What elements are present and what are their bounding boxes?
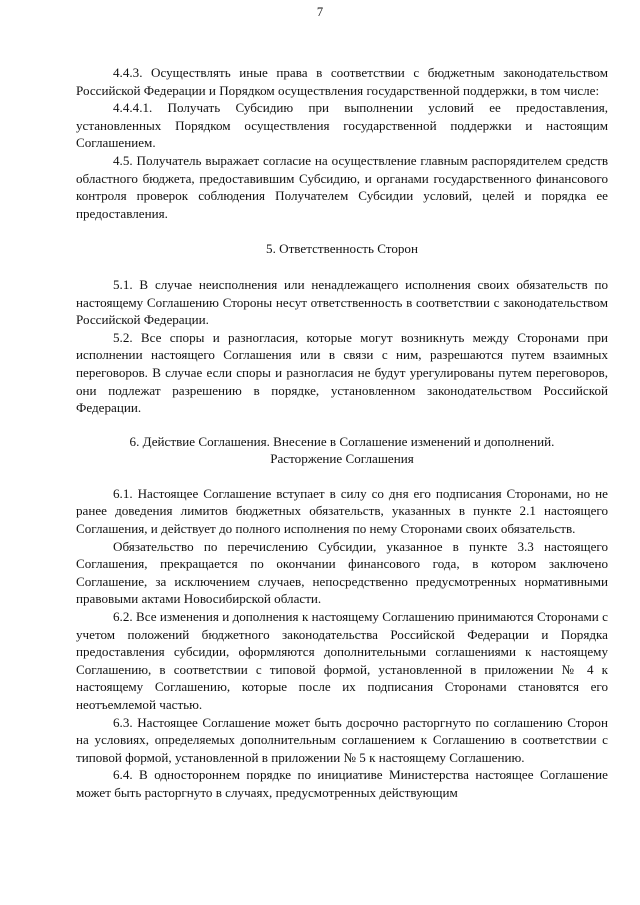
paragraph-6-2: 6.2. Все изменения и дополнения к настоящему Соглашению принимаются Сторонами с учетом положений бюджетного законодательства Российской Федерации и Порядка предоставления субсидии, оформляются дополнительными соглашениями к настоящему Соглашению, в соответствии с типовой формой, установленной в приложении № 4 к настоящему Соглашению, которые после их подписания Сторонами становятся его неотъемлемой частью. [76, 609, 608, 712]
section-6-heading [76, 433, 608, 468]
paragraph-6-1: 6.1. Настоящее Соглашение вступает в силу со дня его подписания Сторонами, но не ранее доведения лимитов бюджетных обязательств, указанных в пункте 2.1 настоящего Соглашения, и действует до полного исполнения по нему Сторонами своих обязательств. [76, 485, 608, 537]
section-6-heading-line-2: Расторжение Соглашения [270, 451, 414, 467]
paragraph-6-3: 6.3. Настоящее Соглашение может быть досрочно расторгнуто по соглашению Сторон на условиях, определяемых дополнительным соглашением к Соглашению в соответствии с типовой формой, установленной в приложении № 5 к настоящему Соглашению. [76, 714, 608, 765]
section-5-heading: 5. Ответственность Сторон [266, 241, 418, 257]
paragraph-6-4: 6.4. В одностороннем порядке по инициативе Министерства настоящее Соглашение может быть расторгнуто в случаях, предусмотренных действующим [76, 767, 608, 800]
section-6-heading-line-1: 6. Действие Соглашения. Внесение в Соглашение изменений и дополнений. [129, 433, 555, 449]
paragraph-4-4-4-1: 4.4.4.1. Получать Субсидию при выполнении условий ее предоставления, установленных Порядком осуществления государственной поддержки и настоящим Соглашением. [76, 100, 608, 151]
document-body [76, 64, 608, 802]
paragraph-6-1-continued: Обязательство по перечислению Субсидии, указанное в пункте 3.3 настоящего Соглашения, прекращается по окончании финансового года, в котором заключено Соглашение, за исключением случаев, непосредственно предусмотренных нормативными правовыми актами Новосибирской области. [76, 538, 608, 607]
paragraph-4-4-3: 4.4.3. Осуществлять иные права в соответствии с бюджетным законодательством Российской Федерации и Порядком осуществления государственной поддержки, в том числе: [76, 65, 608, 98]
paragraph-5-2: 5.2. Все споры и разногласия, которые могут возникнуть между Сторонами при исполнении настоящего Соглашения или в связи с ним, разрешаются путем взаимных переговоров. В случае если споры и разногласия не будут урегулированы путем переговоров, они подлежат разрешению в порядке, установленном законодательством Российской Федерации. [76, 329, 608, 416]
paragraph-5-1: 5.1. В случае неисполнения или ненадлежащего исполнения своих обязательств по настоящему Соглашению Стороны несут ответственность в соответствии с законодательством Российской Федерации. [76, 276, 608, 328]
paragraph-4-5: 4.5. Получатель выражает согласие на осуществление главным распорядителем средств областного бюджета, предоставившим Субсидию, и органами государственного финансового контроля проверок соблюдения Получателем Субсидии условий, целей и порядка ее предоставления. [76, 152, 608, 221]
page-number: 7 [316, 5, 324, 19]
